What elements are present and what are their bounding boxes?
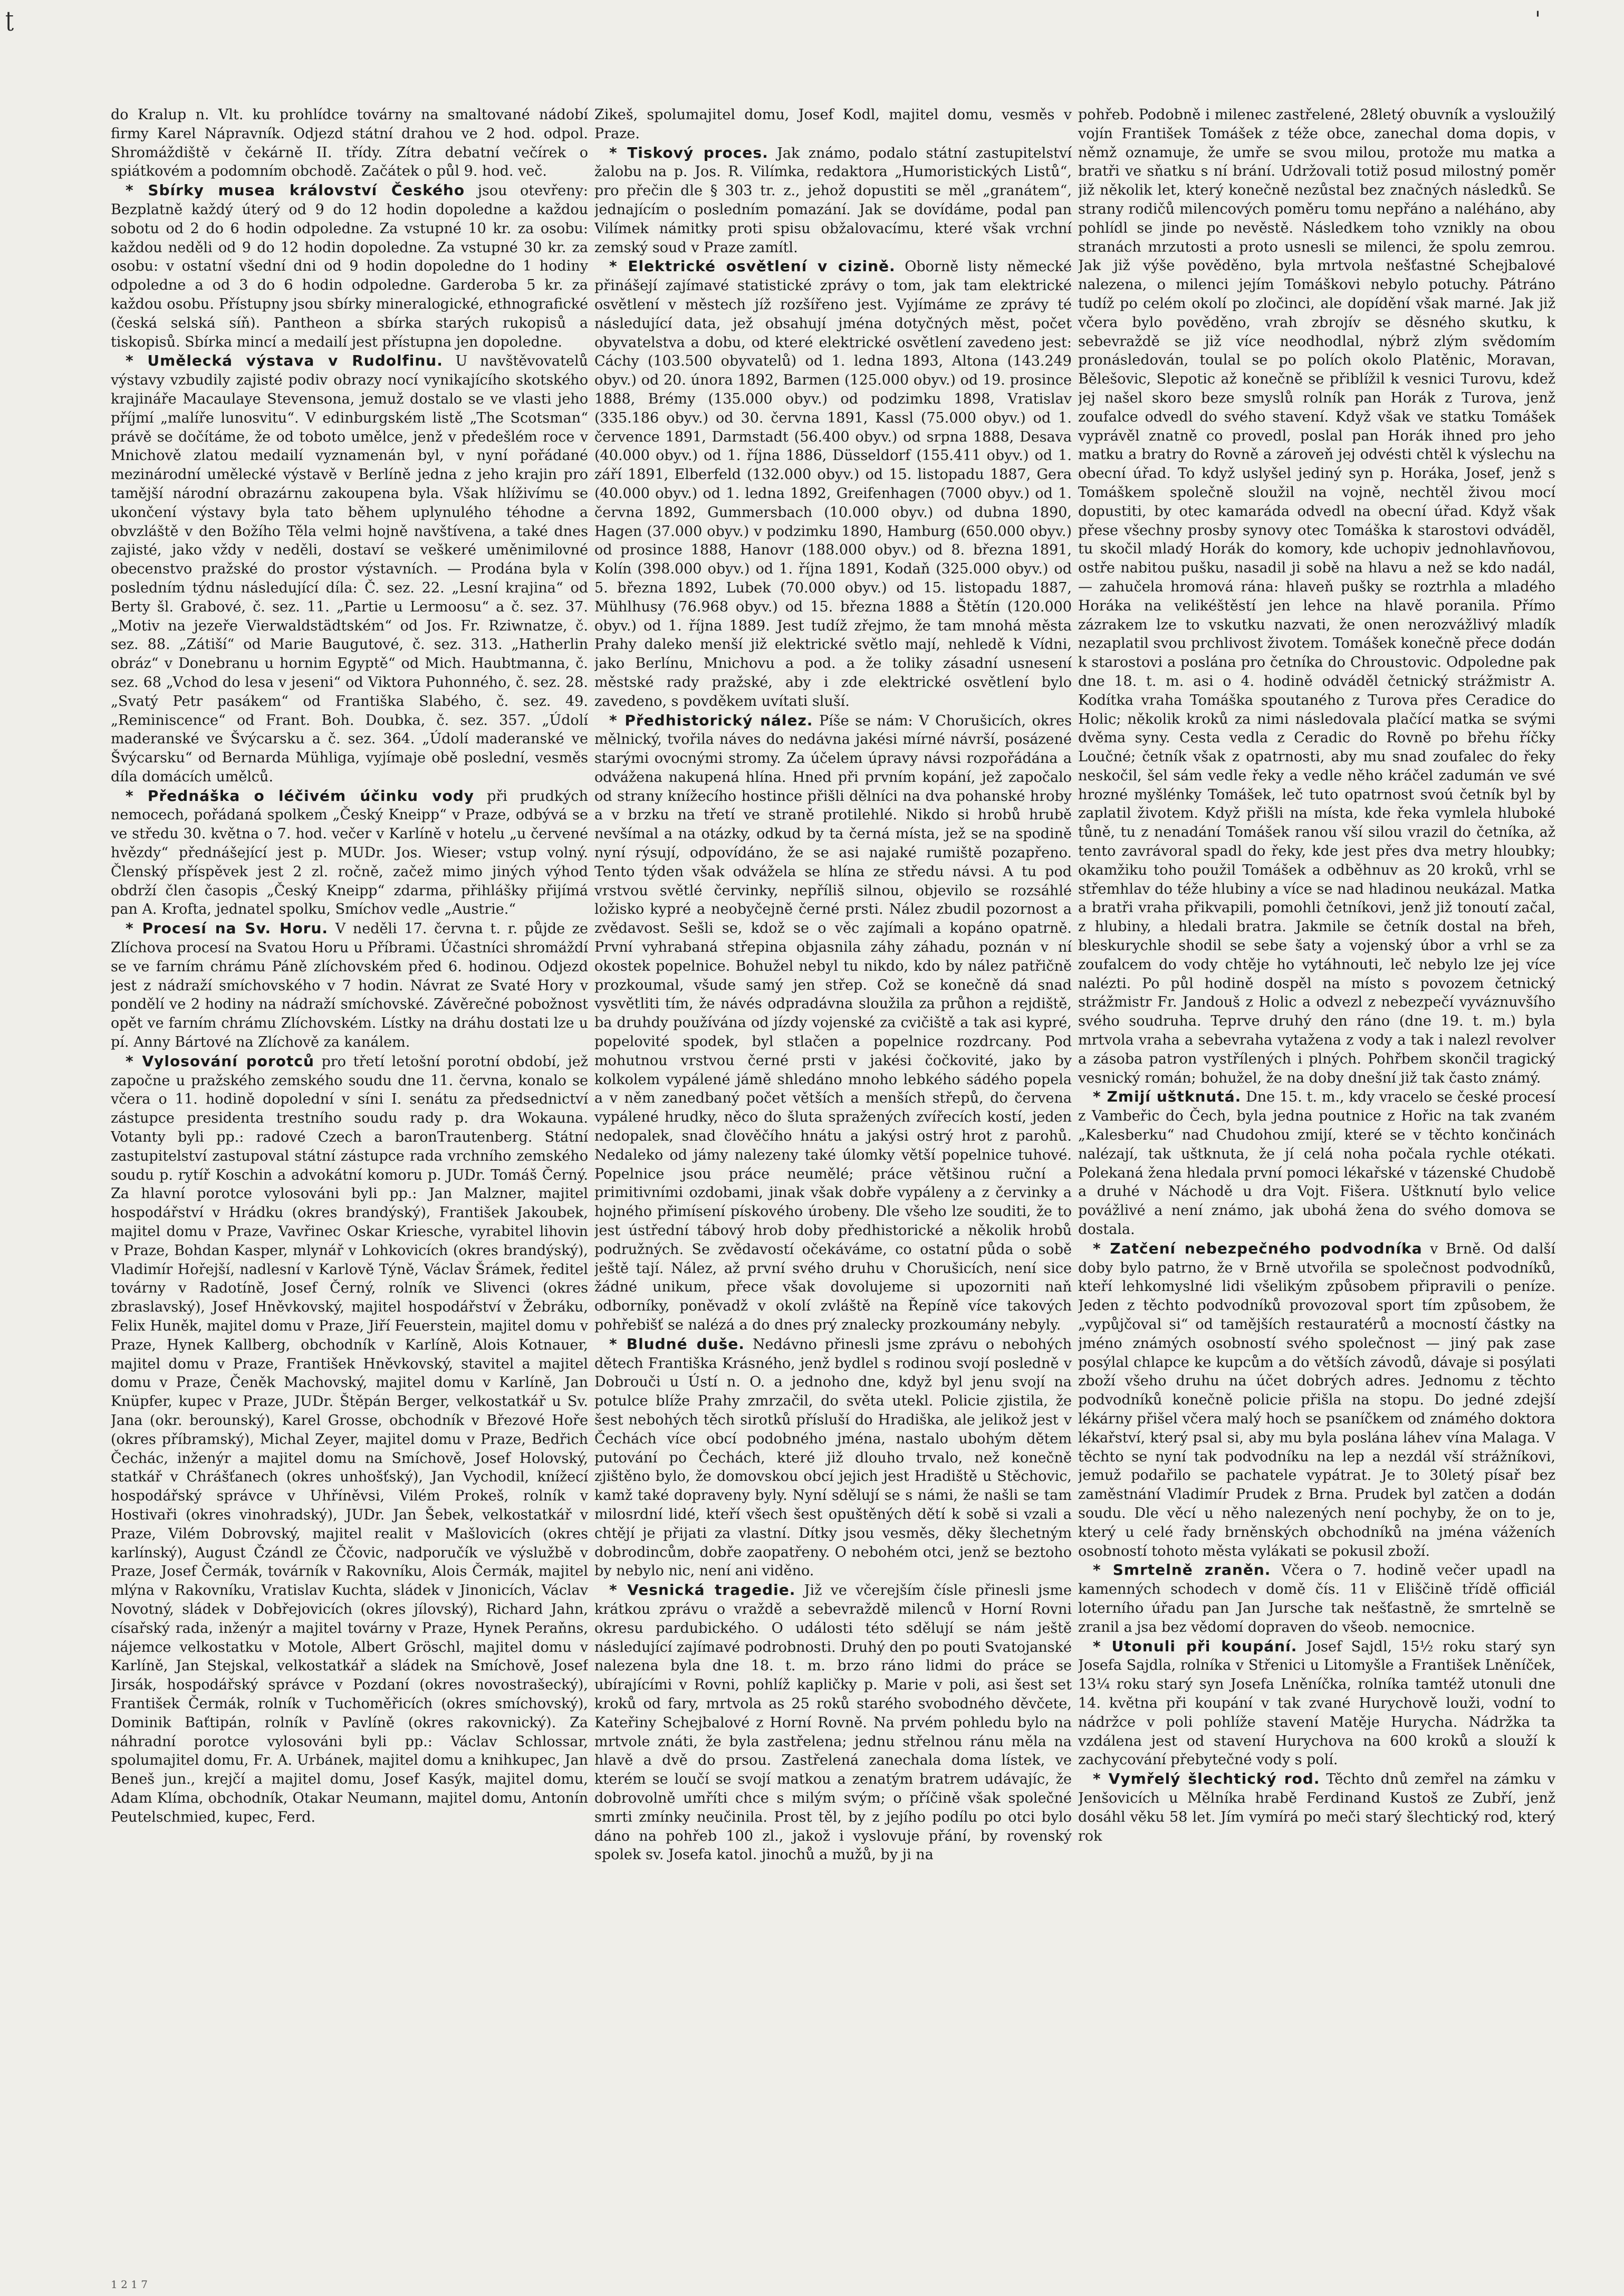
article-paragraph xyxy=(1078,106,1555,1087)
article-text: Oborně listy německé přinášejí zajímavé statistické zprávy o tom, jak tam elektrické osvětlení v městech jíž rozšířeno jest. Vyjímáme ze zprávy té následující data, jež obsahují jména dotyčných měst, počet obyvatelstva a dobu, od které elektrické osvětlení zavedeno jest: Cáchy (103.500 obyvatelů) od 1. ledna 1893, Altona (143.249 obyv.) od 20. února 1892, Barmen (125.000 obyv.) od 19. prosince 1888, Brémy (135.000 obyv.) od podzimku 1898, Vratislav (335.186 obyv.) od 30. června 1891, Kassl (75.000 obyv.) od 1. července 1891, Darmstadt (56.400 obyv.) od srpna 1888, Desava (40.000 obyv.) od 1. října 1886, Düsseldorf (155.411 obyv.) od 1. září 1891, Elberfeld (132.000 obyv.) od 15. listopadu 1887, Gera (40.000 obyv.) od 1. ledna 1892, Greifenhagen (7000 obyv.) od 1. června 1892, Gummersbach (10.000 obyv.) od dubna 1890, Hagen (37.000 obyv.) v podzimku 1890, Hamburg (650.000 obyv.) od prosince 1888, Hanovr (188.000 obyv.) od 8. března 1891, Kolín (398.000 obyv.) od 1. října 1891, Kodaň (325.000 obyv.) od 5. března 1892, Lubek (70.000 obyv.) od 15. listopadu 1887, Mühlhusy (76.968 obyv.) od 15. března 1888 a Štětín (120.000 obyv.) od 1. října 1889. Jest tudíž zřejmo, že tam mnohá města Prahy daleko menší již elektrické světlo mají, nehledě k Vídni, jako Berlínu, Mnichovu a pod. a že toliky zásadní usnesení městské rady pražské, aby i zde elektrické osvětlení bylo zavedeno, s povděkem uvítati sluší. xyxy=(594,259,1072,710)
article-heading: * Elektrické osvětlení v cizině. xyxy=(609,257,896,275)
article-heading: * Předhistorický nález. xyxy=(609,711,813,729)
article-text: pro třetí letošní porotní období, jež započne u pražského zemského soudu dne 11. června, konalo se včera o 11. hodině dopolední v síni I. senátu za předsednictví zástupce presidenta trestního soudu rady p. dra Wokauna. Votanty byli pp.: radové Czech a baronTrautenberg. Státní zastupitelství zastupoval státní zástupce rada vrchního zemského soudu p. rytíř Koschin a advokátní komoru p. JUDr. Tomáš Černý. Za hlavní porotce vylosováni byli pp.: Jan Malzner, majitel hospodářství v Hrádku (okres brandýský), František Jakoubek, majitel domu v Praze, Vavřinec Oskar Kriesche, vyrabitel lihovin v Praze, Bohdan Kasper, mlynář v Lohkovicích (okres brandýský), Vladimír Hořejší, nadlesní v Karlově Týně, Václav Šrámek, ředitel továrny v Radotíně, Josef Černý, rolník ve Slivenci (okres zbraslavský), Josef Hněvkovský, majitel hospodářství v Žebráku, Felix Huněk, majitel domu v Praze, Jiří Feuerstein, majitel domu v Praze, Hynek Kallberg, obchodník v Karlíně, Alois Kotnauer, majitel domu v Praze, František Hněvkovský, stavitel a majitel domu v Praze, Čeněk Machovský, majitel domu v Karlíně, Jan Knüpfer, kupec v Praze, JUDr. Štěpán Berger, velkostatkář u Sv. Jana (okr. berounský), Karel Grosse, obchodník v Březové Hoře (okres příbramský), Michal Zeyer, majitel domu v Praze, Bedřich Čechác, inženýr a majitel domu na Smíchově, Josef Holovský, statkář v Chrášťanech (okres unhošťský), Jan Vychodil, knížecí hospodářský správce v Uhříněvsi, Vilém Prokeš, rolník v Hostivaři (okres vinohradský), JUDr. Jan Šebek, velkostatkář v Praze, Vilém Dobrovský, majitel realit v Mašlovicích (okres karlínský), August Čzándl ze Ččovic, nadporučík ve výslužbě v Praze, Josef Čermák, továrník v Rakovníku, Alois Čermák, majitel mlýna v Rakovníku, Vratislav Kuchta, sládek v Jinonicích, Václav Novotný, sládek v Dobřejovicích (okres jílovský), Richard Jahn, císařský rada, inženýr a majitel továrny v Praze, Hynek Peraňns, nájemce velkostatku v Motole, Albert Gröschl, majitel domu v Karlíně, Jan Stejskal, velkostatkář a sládek na Smíchově, Josef Jirsák, hospodářský správce v Pozdaní (okres novostrašecký), František Čermák, rolník v Tuchoměřicích (okres smíchovský), Dominik Baťtipán, rolník v Pavlíně (okres rakovnický). Za náhradní porotce vylosováni byli pp.: Václav Schlossar, spolumajitel domu, Fr. A. Urbánek, majitel domu a knihkupec, Jan Beneš jun., krejčí a majitel domu, Josef Kasýk, majitel domu, Adam Klíma, obchodník, Otakar Neumann, majitel domu, Antonín Peutelschmied, kupec, Ferd. xyxy=(111,1053,588,1825)
article-paragraph xyxy=(111,351,588,786)
article-heading: * Zmijí uštknutá. xyxy=(1093,1088,1242,1106)
article-heading: * Tiskový proces. xyxy=(609,144,768,161)
article-text: jsou otevřeny: Bezplatně každý úterý od 9 do 12 hodin dopoledne a každou sobotu od 2 do 6 hodin odpoledne. Za vstupné 10 kr. za osobu: každou neděli od 9 do 12 hodin dopoledne. Za vstupné 30 kr. za osobu: v ostatní všední dni od 9 hodin dopoledne do 1 hodiny odpoledne a od 3 do 6 hodin odpoledne. Garderoba 5 kr. za každou osobu. Přístupny jsou sbírky mineralogické, ethnografické (česká selská síň). Pantheon a sbírka starých rukopisů a tiskopisů. Sbírka mincí a medailí jest přístupna jen dopoledne. xyxy=(111,183,588,350)
article-heading: * Utonuli při koupání. xyxy=(1093,1637,1298,1655)
article-paragraph xyxy=(594,1581,1072,1864)
article-text: Píše se nám: V Chorušicích, okres mělnický, tvořila náves do nedávna jakési mírné návrší, posázené starými ovocnými stromy. Za účelem úpravy návsi rozpořádána a odvážena nakupená hlína. Hned při prvním kopání, jež započalo od strany knížecího hostince přišli dělníci na dva pohanské hroby a v brzku na třetí ve straně protilehlé. Nikdo si hrobů hrubě nevšímal a na otázky, odkud by ta černá místa, jež se na spodině nyní rýsují, odpovídáno, že se asi najaké rumiště pozapřeno. Tento týden však odvážela se hlína ze středu návsi. A tu pod vrstvou světlé červinky, nepříliš silnou, objevilo se rozsáhlé ložisko kypré a neobyčejně černé prsti. Nález zbudil pozornost a zvědavost. Sešli se, kdož se o věc zajímali a kopáno opatrně. První vyhrabaná střepina objasnila záhy záhadu, poznán v ní okostek popelnice. Bohužel nebyl tu nikdo, kdo by nález patřičně prozkoumal, všude samý jen střep. Což se konečně dá snad vysvětliti tím, že návés odpradávna sloužila za průhon a rejdiště, ba druhdy používána od jízdy vojenské za cvičiště a tak asi kypré, popelovité spodek, byl stlačen a popelnice rozdrcany. Pod mohutnou vrstvou černé prsti v jakési čočkovité, jako by kolkolem vypálené jámě shledáno mnoho lebkého sádého popela a v něm zanedbaný počet větších a menších střepů, do červena vypálené hrudky, něco do šluta spražených zvířecích kostí, jeden nedopalek, snad člověčího hnátu a jakýsi ostrý hrot z parohů. Nedaleko od jámy nalezeny také úlomky větší popelnice tuhové. Popelnice jsou práce neumělé; práce většinou ruční a primitivními ozdobami, jinak však dobře vypáleny a z červinky a hojného přimísení pískového úrobeny. Dle všeho lze souditi, že to jest ústřední tábový hrob doby předhistorické a několik hrobů podružných. Se zvědavostí očekáváme, co ostatní půda o sobě ještě tají. Nález, až první svého druhu v Chorušicích, není sice žádné unikum, přece však dovolujeme si upozorniti naň odborníky, poněvadž v okolí zvláště na Řepíně více takových pohřebišť se nalézá a do dnes prý znalecky prozkoumány nebyly. xyxy=(594,712,1072,1333)
article-text: V neděli 17. června t. r. půjde ze Zlíchova procesí na Svatou Horu u Příbrami. Účastníci shromáždí se ve farním chrámu Páně zlíchovském před 6. hodinou. Odjezd jest z nádraží smíchovského v 7 hodin. Návrat ze Svaté Hory v pondělí ve 2 hodiny na nádraží smíchovské. Závěrečné pobožnost opět ve farním chrámu Zlíchovském. Lístky na dráhu dostati lze u pí. Anny Bártové na Zlíchově za kanálem. xyxy=(111,921,588,1051)
article-paragraph xyxy=(111,1052,588,1827)
article-text: Již ve včerejším čísle přinesli jsme krátkou zprávu o vraždě a sebevraždě milenců v Horní Rovni okresu pardubického. O události této sdělují se nám ještě následující zajímavé podrobnosti. Druhý den po pouti Svatojanské nalezena byla dne 18. t. m. brzo ráno lidmi do práce se ubírajícími v Rovni, pohlíž kapličky p. Marie v poli, asi šest set kroků od fary, mrtvola as 25 roků starého svobodného děvčete, Kateřiny Schejbalové z Horní Rovně. Na prvém pohledu bylo na mrtvole znáti, že byla zastřelena; jednu střelnou ránu měla na hlavě a dvě do prsou. Zastřelená zanechala doma lístek, ve kterém se loučí se svojí matkou a zenatým bratrem udávajíc, že dobrovolně umříti chce s milým svým; o příčině však společné smrti zmínky neučinila. Prost těl, by z jejího podílu po otci bylo dáno na pohřeb 100 zl., jakož i vyslovuje přání, by rovenský spolek sv. Josefa katol. jinochů a mužů, by ji na xyxy=(594,1582,1072,1863)
article-heading: * Smrtelně zraněn. xyxy=(1093,1561,1271,1579)
article-heading: * Přednáška o léčivém účinku vody xyxy=(126,787,475,805)
article-text: Včera o 7. hodině večer upadl na kamenných schodech v domě čís. 11 v Eliščině třídě officiál loterního úřadu pan Jan Jursche tak nešťastně, že smrtelně se zranil a jsa bez vědomí dopraven do všeob. nemocnice. xyxy=(1078,1562,1555,1635)
text-columns xyxy=(111,106,1556,2279)
article-paragraph xyxy=(594,257,1072,711)
article-text: Josef Sajdl, 15½ roku starý syn Josefa Sajdla, rolníka v Střenici u Litomyšle a František Lněníček, 13¼ roku starý syn Josefa Lněníčka, rolníka tamtéž utonuli dne 14. května při koupání v tak zvané Hurychově louži, vodní to nádržce v poli pohlíže stavení Matěje Hurycha. Nádržka ta vzdálena jest od stavení Hurychova na 600 kroků a slouží k zachycování přebytečné vody s polí. xyxy=(1078,1638,1555,1768)
article-heading: * Vymřelý šlechtický rod. xyxy=(1093,1770,1320,1788)
article-paragraph xyxy=(1078,1561,1555,1637)
article-text: pohřeb. Podobně i milenec zastřelené, 28letý obuvník a vysloužilý vojín František Tomášek z téže obce, zanechal doma dopis, v němž oznamuje, že umře se svou milou, protože mu matka a bratři ve sňatku s ní brání. Udržovali totiž posud milostný poměr již několik let, který konečně nezůstal bez značných následků. Se strany rodičů milencových poměru tomu nepřáno a naléháno, aby pohlídl se jinde po nevěstě. Následkem toho vznikly na obou stranách mrzutosti a proto usnesli se milenci, že spolu zemrou. Jak již výše pověděno, byla mrtvola nešťastné Schejbalové nalezena, o milenci jejím Tomáškovi nebylo potuchy. Pátráno tudíž po celém okolí po zločinci, ale dopídění však marné. Jak již včera bylo pověděno, vrah zbrojív se děsného skutku, k sebevraždě se již více neodhodlal, nýbrž zlým svědomím pronásledován, toulal se po polích okolo Platěnic, Moravan, Bělešovic, Slepotic až konečně se přiblížil k vesnici Turovu, kdež jej našel skoro beze smyslů rolník pan Horák z Turova, jenž zoufalce odvedl do svého stavení. Když však ve statku Tomášek vyprávěl znatně co provedl, poslal pan Horák ihned pro jeho matku a bratry do Rovně a zároveň jej odvésti chtěl k výslechu na obecní úřad. To když uslyšel jediný syn p. Horáka, Josef, jenž s Tomáškem společně sloužil na vojně, nechtěl živou mocí dopustiti, by otec kamaráda odvedl na obecní úřad. Když však přese všechny prosby synovy otec Tomáška k starostovi odváděl, tu skočil mladý Horák do komory, kde uchopiv jednohlavňovou, ostře nabitou pušku, nasadil ji sobě na hlavu a než se kdo nadál, — zahučela hromová rána: hlaveň pušky se roztrhla a mladého Horáka na velikéštěstí jen lehce na hlavě poranila. Přímo zázrakem lze to vskutku nazvati, že onen nerozvážlivý mladík nezaplatil svou prchlivost životem. Tomášek konečně přece dodán k starostovi a poslána pro četníka do Chroustovic. Odpoledne pak dne 18. t. m. asi o 4. hodině odváděl četnický strážmistr A. Kodítka vraha Tomáška spoutaného z Turova přes Ceradice do Holic; několik kroků za nimi následovala plačící matka se svými dvěma syny. Cesta vedla z Ceradic do Rovně po břehu říčky Loučné; četník však z opatrnosti, aby mu snad zoufalec do řeky neskočil, šel sám vedle řeky a vedle něho kráčel zadumán ve své hrozné myšlénky Tomášek, leč tuto opatrnost svoú četník byl by zaplatil životem. Když přišli na místa, kde řeka vymlela hluboké tůně, tu z nenadání Tomášek ranou vší silou vrazil do četníka, až tento zavrávoral spadl do řeky, kde jest přes dva metry hloubky; okamžiku toho použil Tomášek a odběhnuv as 20 kroků, vrhl se střemhlav do téže hlubiny a více se nad hladinou neukázal. Matka a bratři vraha přikvapili, pomohli četníkovi, jenž již tonoutí začal, z hlubiny, a hledali bratra. Jakmile se četník dostal na břeh, bleskurychle shodil se sebe šaty a vojenský úbor a vrhl se za zoufalcem do vody chtěje ho vytáhnouti, leč nebylo lze jej více nalézti. Po půl hodině dospěl na místo s povozem četnický strážmistr Fr. Jandouš z Holic a odvezl z nebezpečí vyváznuvšího svého soudruha. Teprve druhý den ráno (dne 19. t. m.) byla mrtvola vraha a sebevraha vytažena z vody a tak i nalezl revolver a zásoba patron vystřílených i plných. Pohřbem skončil tragický vesnický román; bohužel, že na doby dnešní již tak často známý. xyxy=(1078,107,1555,1086)
article-heading: * Vylosování porotců xyxy=(126,1052,314,1070)
column-2 xyxy=(594,106,1072,2279)
footer-mark: 1 2 1 7 xyxy=(111,2278,148,2291)
article-paragraph xyxy=(594,144,1072,257)
article-paragraph xyxy=(1078,1637,1555,1770)
article-paragraph xyxy=(111,787,588,920)
article-paragraph xyxy=(594,106,1072,144)
left-edge-mark: ʈ xyxy=(5,7,14,32)
article-heading: * Zatčení nebezpečného podvodníka xyxy=(1093,1239,1423,1257)
article-heading: * Sbírky musea království Českého xyxy=(126,181,465,199)
article-paragraph xyxy=(1078,1769,1555,1845)
article-text: Nedávno přinesli jsme zprávu o nebohých dětech Františka Krásného, jenž bydlel s rodinou svojí posledně v Dobrouči u Ústí n. O. a jednoho dne, když byl jenu svojí na potulce blíže Prahy zmrzačil, do světa utekl. Policie zjistila, že šest nebohých těch sirotků přísluší do Hradiška, ale jelikož jest v Čechách více obcí podobného jména, nastalo ubohým dětem putování po Čechách, které již dlouho trvalo, než konečně zjištěno bylo, že domovskou obcí jejich jest Hradiště u Stěchovic, kamž také dopraveny byly. Nyní sdělují se s námi, že našli se tam milosrdní lidé, kteří všech šest opuštěných dětí k sobě si vzali a chtějí je přijati za vlastní. Dítky jsou vesměs, děky šlechetným dobrodincům, dobře zaopatřeny. O nebohém otci, jenž se beztoho by nebylo nic, není ani viděno. xyxy=(594,1336,1072,1580)
column-1 xyxy=(111,106,588,2279)
article-text: do Kralup n. Vlt. ku prohlídce továrny na smaltované nádobí firmy Karel Nápravník. Odjezd státní drahou ve 2 hod. odpol. Shromáždiště v čekárně II. třídy. Zítra debatní večírek o spiátkovém a podomním obchodě. Začátek o půl 9. hod. več. xyxy=(111,107,588,180)
article-text: v Brně. Od další doby bylo patrno, že v Brně utvořila se společnost podvodníků, kteří lehkomyslné lidi všelikým způsobem připravili o peníze. Jeden z těchto podvodníků provozoval sport tím způsobem, že „vypůjčoval si“ od tamějších restauratérů a mocností částky na jméno známých osobností svého společnost — jiný pak zase posýlal chlapce ke kupcům a do větších závodů, dávaje si posýlati zboží všeho druhu na účet dobrých adres. Jednomu z těchto podvodníků konečně policie přišla na stopu. Do jedné zdejší lékárny přišel včera malý hoch se psaníčkem od známého doktora lékařství, který psal si, aby mu byla poslána láhev vína Malaga. V těchto se nyní tak podvodníku na lep a nezdál vší strážníkovi, jemuž podařilo se pachatele vypátrat. Je to 30letý písař bez zaměstnání Vladimír Prudek z Brna. Prudek byl zatčen a dodán soudu. Dle věcí u něho nalezených není pochyby, že on to je, který u celé řady brněnských obchodníků na jména váženích osobností tohoto města vylákati se pokusil zboží. xyxy=(1078,1240,1555,1560)
article-text: U navštěvovatelů výstavy vzbudily zajisté podiv obrazy nocí vynikajícího skotského krajináře Macaulaye Stevensona, jemuž dostalo se ve vlasti jeho příjmí „malíře lunosvitu“. V edinburgském listě „The Scotsman“ právě se dočítáme, že od toboto umělce, jenž v předešlém roce v Mnichově zlatou medailí vyznamenán byl, v nyní pořádané mezinárodní umělecké výstavě v Berlíně jedna z jeho krajin pro tamější národní obrazárnu zakoupena byla. Však hlíživímu se ukončení výstavy byla tato během uplynulého téhodne a obvzláště v den Božího Těla velmi hojně navštívena, a také dnes zajisté, jako vždy v neděli, dostaví se veškeré uměnimilovné obecenstvo pražské do prostor výstavních. — Prodána byla v posledním týdnu následující díla: Č. sez. 22. „Lesní krajina“ od Berty šl. Grabové, č. sez. 11. „Partie u Lermoosu“ a č. sez. 37. „Motiv na jezeře Vierwaldstädtském“ od Jos. Fr. Rziwnatze, č. sez. 88. „Zátiší“ od Marie Baugutové, č. sez. 313. „Hatherlin obráz“ v Donebranu u hornim Egyptě“ od Mich. Haubtmanna, č. sez. 68 „Vchod do lesa v jeseni“ od Viktora Puhonného, č. sez. 28. „Svatý Petr pasákem“ od Františka Slabého, č. sez. 49. „Reminiscence“ od Frant. Boh. Doubka, č. sez. 357. „Údolí maderanské ve Švýcarsku a č. sez. 364. „Údolí maderanské ve Švýcarsku“ od Bernarda Mühliga, vyjímaje obě poslední, vesměs díla domácích umělců. xyxy=(111,353,588,785)
article-heading: * Bludné duše. xyxy=(609,1335,745,1353)
article-text: Zikeš, spolumajitel domu, Josef Kodl, majitel domu, vesměs v Praze. xyxy=(594,107,1072,142)
article-paragraph xyxy=(594,1335,1072,1581)
article-heading: * Procesí na Sv. Horu. xyxy=(126,920,329,937)
article-text: při prudkých nemocech, pořádaná spolkem „Český Kneipp“ v Praze, odbývá se ve středu 30. května o 7. hod. večer v Karlíně v hotelu „u červené hvězdy“ přednášející jest p. MUDr. Jos. Wieser; vstup volný. Členský příspěvek jest 2 zl. ročně, začež mimo jiných výhod obdrží člen časopis „Český Kneipp“ zdarma, přihlášky přijímá pan A. Krofta, jednatel spolku, Smíchov vedle „Austrie.“ xyxy=(111,788,588,918)
article-paragraph xyxy=(594,711,1072,1335)
article-paragraph xyxy=(111,919,588,1052)
article-text: Těchto dnů zemřel na zámku v Jenšovicích u Mělníka hrabě Ferdinand Kustoš ze Zubří, jenž dosáhl věku 58 let. Jím vymírá po meči starý šlechtický rod, který rok xyxy=(1078,1771,1555,1844)
column-3 xyxy=(1078,106,1555,2279)
right-edge-mark: ' xyxy=(1535,7,1541,32)
article-paragraph xyxy=(111,181,588,351)
article-text: Dne 15. t. m., kdy vracelo se české procesí z Vambeřic do Čech, byla jedna poutnice z Hořic na tak zvaném „Kalesberku“ nad Chudohou zmijí, které se v těchto končinách nalézají, tak uštknuta, že jí celá noha počala rychle otékati. Polekaná žena hledala první pomoci lékařské v tázenské Chudobě a druhé v Náchodě u dra Vojt. Fišera. Uštknutí bylo velice povážlivé a není známo, jak ubohá žena do svého domova se dostala. xyxy=(1078,1089,1555,1238)
article-heading: * Umělecká výstava v Rudolfinu. xyxy=(126,352,443,370)
article-paragraph xyxy=(1078,1087,1555,1239)
article-paragraph xyxy=(1078,1239,1555,1561)
article-heading: * Vesnická tragedie. xyxy=(609,1581,796,1599)
article-text: Jak známo, podalo státní zastupitelství žalobu na p. Jos. R. Vilímka, redaktora „Humoristických Listů“, pro přečin dle § 303 tr. z., jehož dopustiti se měl „granátem“, jednajícím o posledním pomazání. Jak se dovídáme, podal pan Vilímek námitky proti spisu obžalovacímu, které však vrchní zemský soud v Praze zamítl. xyxy=(594,145,1072,256)
article-paragraph xyxy=(111,106,588,181)
